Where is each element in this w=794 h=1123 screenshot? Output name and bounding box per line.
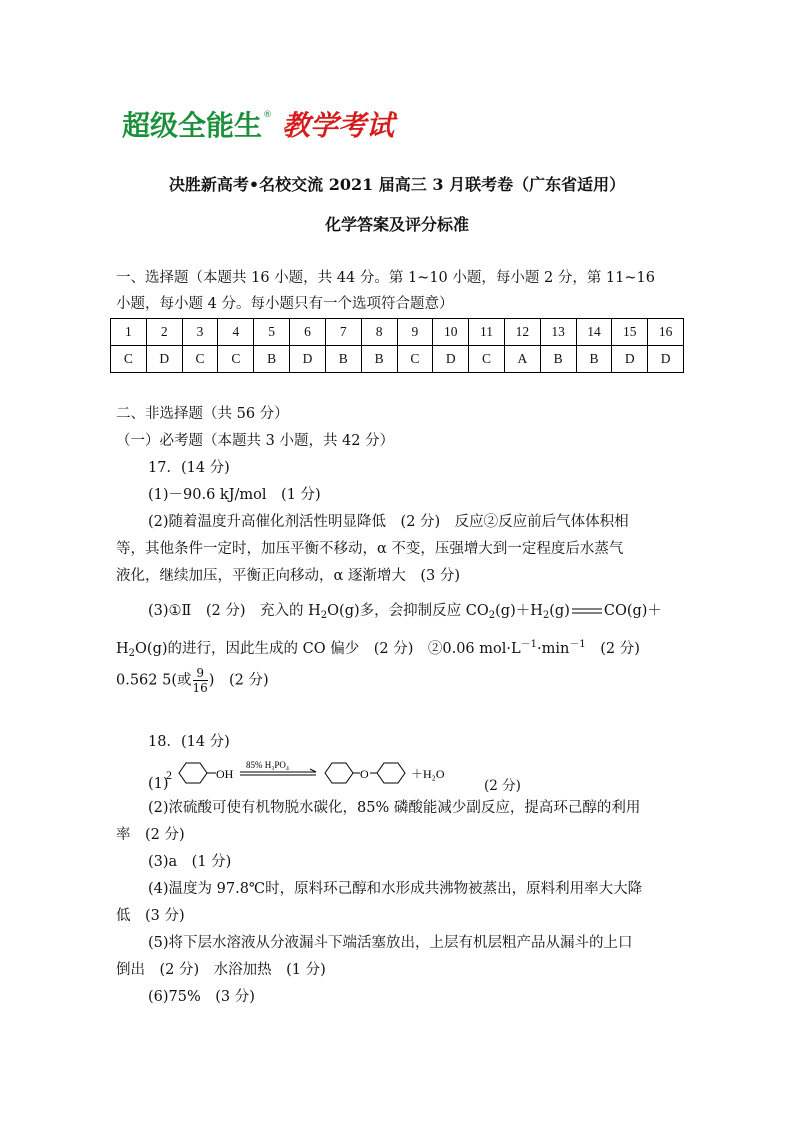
subscript: 2	[542, 610, 550, 621]
answer-cell: B	[361, 346, 397, 373]
q17-part3-line3	[116, 666, 269, 695]
brand-logo	[122, 108, 394, 144]
q18-part5-line2: 倒出 (2 分) 水浴加热 (1 分)	[116, 962, 326, 978]
ether-oxygen-label: O	[360, 767, 369, 781]
answer-cell: B	[540, 346, 576, 373]
logo-tag-text: 教学考试	[282, 109, 395, 142]
q17-p3-line2-c: ·min	[537, 640, 570, 657]
question-number-cell: 14	[576, 319, 612, 346]
q17-heading: 17．(14 分)	[148, 460, 230, 476]
cyclohexane-ring-icon	[179, 763, 207, 783]
q18-part6: (6)75% (3 分)	[148, 989, 255, 1005]
question-number-cell: 10	[433, 319, 469, 346]
q17-p3-line2-b: O(g)的进行，因此生成的 CO 偏少 (2 分) ②0.06 mol·L	[135, 640, 521, 657]
hydroxyl-label: OH	[216, 767, 234, 781]
q17-p3-line3-b: ) (2 分)	[208, 672, 269, 689]
question-number-cell: 1	[111, 319, 147, 346]
q17-p3-text-d: (g)	[549, 603, 570, 619]
subscript: 2	[128, 647, 136, 659]
answer-cell: C	[397, 346, 433, 373]
section2-heading: 二、非选择题（共 56 分）	[116, 406, 289, 422]
superscript: －1	[520, 639, 537, 650]
answer-cell: C	[111, 346, 147, 373]
cyclohexane-ring-icon	[377, 763, 405, 783]
q18-part1-score: (2 分)	[484, 778, 521, 794]
superscript: －1	[569, 639, 586, 650]
question-number-cell: 15	[612, 319, 648, 346]
answer-table-number-row	[111, 319, 684, 346]
q17-p3-text-a: (3)①Ⅱ (2 分) 充入的 H	[148, 603, 321, 619]
subscript: 2	[320, 610, 328, 621]
question-number-cell: 4	[218, 319, 254, 346]
q17-part2-line2: 等，其他条件一定时，加压平衡不移动，α 不变，压强增大到一定程度后水蒸气	[116, 541, 624, 557]
q17-p3-text-b: O(g)多，会抑制反应 CO	[327, 603, 489, 619]
answer-table	[110, 318, 684, 373]
page-subtitle: 化学答案及评分标准	[324, 215, 469, 234]
question-number-cell: 11	[469, 319, 505, 346]
reaction-condition-label: 85% H₃PO₄	[246, 760, 290, 770]
fraction	[193, 666, 208, 695]
answer-cell: C	[469, 346, 505, 373]
answer-cell: A	[504, 346, 540, 373]
logo-registered-mark: ®	[263, 110, 273, 120]
q18-part2-line1: (2)浓硫酸可使有机物脱水碳化，85% 磷酸能减少副反应，提高环己醇的利用	[148, 800, 641, 816]
q18-part2-line2: 率 (2 分)	[116, 827, 185, 843]
q18-heading: 18．(14 分)	[148, 734, 230, 750]
answer-cell: B	[254, 346, 290, 373]
question-number-cell: 3	[182, 319, 218, 346]
section2-subheading: （一）必考题（本题共 3 小题，共 42 分）	[116, 433, 395, 449]
q17-p3-text-c: (g)＋H	[495, 603, 543, 619]
q17-part2-line3: 液化，继续加压，平衡正向移动，α 逐渐增大 (3 分)	[116, 568, 461, 584]
question-number-cell: 6	[290, 319, 326, 346]
q17-p3-line2-a: H	[116, 640, 129, 657]
answer-table-answer-row	[111, 346, 684, 373]
answer-cell: D	[612, 346, 648, 373]
q18-part4-line1: (4)温度为 97.8℃时，原料环己醇和水形成共沸物被蒸出，原料利用率大大降	[148, 881, 643, 897]
q18-part1-label: (1)	[148, 776, 169, 792]
cyclohexane-ring-icon	[325, 763, 353, 783]
q17-part1: (1)－90.6 kJ/mol (1 分)	[148, 487, 321, 503]
q18-part3: (3)a (1 分)	[148, 854, 232, 870]
q17-p3-line2-d: (2 分)	[585, 640, 640, 657]
question-number-cell: 16	[648, 319, 684, 346]
answer-cell: B	[325, 346, 361, 373]
answer-cell: C	[182, 346, 218, 373]
subscript: 2	[488, 610, 496, 621]
question-number-cell: 12	[504, 319, 540, 346]
q17-part3-line1	[148, 601, 662, 626]
coefficient-label: 2	[166, 768, 172, 782]
section1-intro-line1: 一、选择题（本题共 16 小题，共 44 分。第 1~10 小题，每小题 2 分，第 11~16	[116, 270, 655, 286]
fraction-denominator: 16	[192, 681, 208, 695]
question-number-cell: 2	[146, 319, 182, 346]
answer-cell: B	[576, 346, 612, 373]
answer-cell: D	[648, 346, 684, 373]
q17-part3-line2	[116, 635, 640, 664]
question-number-cell: 9	[397, 319, 433, 346]
page-title: 决胜新高考•名校交流 2021 届高三 3 月联考卷（广东省适用）	[168, 175, 626, 194]
question-number-cell: 8	[361, 319, 397, 346]
question-number-cell: 7	[325, 319, 361, 346]
q17-p3-text-e: CO(g)＋	[603, 603, 662, 619]
equilibrium-arrow-icon	[570, 606, 604, 616]
answer-cell: D	[290, 346, 326, 373]
section1-intro-line2: 小题，每小题 4 分。每小题只有一个选项符合题意）	[116, 296, 454, 312]
question-number-cell: 5	[254, 319, 290, 346]
answer-cell: D	[146, 346, 182, 373]
answer-cell: C	[218, 346, 254, 373]
question-number-cell: 13	[540, 319, 576, 346]
water-label: ＋H₂O	[411, 767, 445, 781]
q18-part5-line1: (5)将下层水溶液从分液漏斗下端活塞放出，上层有机层粗产品从漏斗的上口	[148, 935, 633, 951]
q18-part4-line2: 低 (3 分)	[116, 908, 185, 924]
logo-brand-text: 超级全能生	[122, 109, 263, 142]
q17-p3-line3-a: 0.562 5(或	[116, 672, 192, 689]
answer-cell: D	[433, 346, 469, 373]
reaction-equation	[166, 754, 486, 796]
q17-part2-line1: (2)随着温度升高催化剂活性明显降低 (2 分) 反应②反应前后气体体积相	[148, 514, 629, 530]
fraction-numerator: 9	[193, 666, 208, 681]
